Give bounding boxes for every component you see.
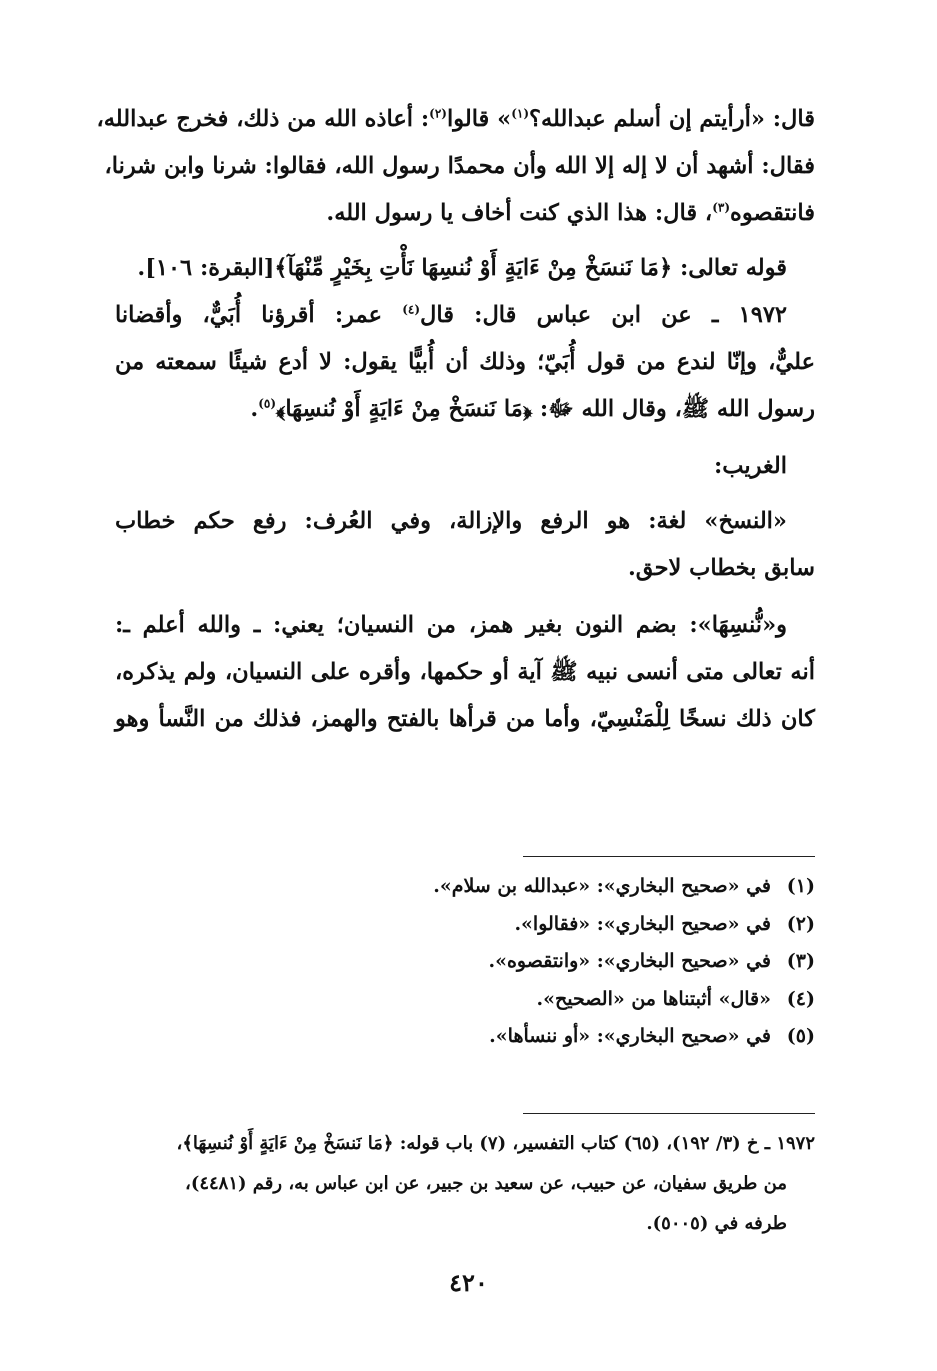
footnote-ref-3: (٣) bbox=[712, 200, 731, 215]
footnote-text: في «صحيح البخاري»: «أو ننسأها». bbox=[489, 1025, 771, 1047]
verse-reference: [البقرة: ١٠٦]. bbox=[137, 255, 275, 281]
text-segment: ، قال: هذا الذي كنت أخاف يا رسول الله. bbox=[326, 200, 713, 226]
paragraph-nunsiha-explanation bbox=[115, 602, 815, 743]
footnote-ref-5: (٥) bbox=[258, 396, 277, 411]
footnote-number: (١) bbox=[786, 875, 815, 897]
text-segment: رسول الله ﷺ، وقال الله ﷻ: bbox=[532, 396, 815, 422]
source-line: من طريق سفيان، عن حبيب، عن سعيد بن جبير، عن ابن عباس به، رقم (٤٤٨١)، bbox=[185, 1173, 787, 1194]
text-segment: عمر: أقرؤنا أُبَيٌّ، وأقضانا bbox=[115, 302, 403, 328]
footnote-item bbox=[115, 1018, 815, 1056]
text-line bbox=[115, 386, 815, 433]
paragraph-hadith-continuation bbox=[96, 96, 815, 237]
text-segment: قال: «أرأيتم إن أسلم عبدالله؟ bbox=[529, 106, 815, 132]
text-line bbox=[115, 292, 815, 339]
footnote-text: في «صحيح البخاري»: «وانتقصوه». bbox=[488, 950, 771, 972]
footnotes bbox=[115, 868, 815, 1056]
footnote-number: (٢) bbox=[786, 912, 815, 935]
text-line: سابق بخطاب لاحق. bbox=[627, 555, 815, 581]
text-segment: » قالوا bbox=[446, 106, 512, 132]
source-line: طرفه في (٥٠٠٥). bbox=[646, 1213, 787, 1234]
footnote-ref-1: (١) bbox=[511, 106, 530, 121]
footnote-text: في «صحيح البخاري»: «فقالوا». bbox=[514, 912, 771, 935]
footnote-item bbox=[115, 981, 815, 1019]
text-segment: ١٩٧٢ ـ خ (٣/ ١٩٢)، (٦٥) كتاب التفسير، (٧) باب قوله: bbox=[393, 1133, 815, 1154]
text-line: كان ذلك نسخًا لِلْمَنْسِيّ، وأما من قرأها بالفتح والهمز، فذلك من النَّسأ وهو bbox=[115, 706, 815, 732]
footnote-number: (٣) bbox=[786, 950, 815, 972]
page-number: ٤٢٠ bbox=[449, 1268, 488, 1297]
text-line bbox=[115, 190, 815, 237]
quran-verse: ﴿مَا نَنسَخْ مِنْ ءَايَةٍ أَوْ نُنسِهَا نَأْتِ بِخَيْرٍ مِّنْهَآ﴾ bbox=[274, 255, 673, 281]
text-line: «النسخ» لغة: هو الرفع والإزالة، وفي العُرف: رفع حكم خطاب bbox=[115, 508, 787, 534]
source-line bbox=[115, 1124, 815, 1164]
text-line: و«نُّنسِهَا»: بضم النون بغير همز، من النسيان؛ يعني: ـ والله أعلم ـ: bbox=[115, 612, 787, 638]
text-line: فقال: أشهد أن لا إله إلا الله وأن محمدًا رسول الله، فقالوا: شرنا وابن شرنا، bbox=[104, 153, 815, 179]
text-segment: قوله تعالى: bbox=[672, 255, 787, 281]
paragraph-verse-heading bbox=[115, 245, 815, 292]
quran-verse: ﴿مَا نَنسَخْ مِنْ ءَايَةٍ أَوْ نُنسِهَا﴾ bbox=[276, 396, 533, 422]
text-segment: ١٩٧٢ ـ عن ابن عباس قال: قال bbox=[420, 302, 788, 328]
footnote-item bbox=[115, 906, 815, 944]
text-segment: . bbox=[250, 396, 259, 422]
footnote-ref-2: (٢) bbox=[429, 106, 447, 121]
footnote-text: في «صحيح البخاري»: «عبدالله بن سلام». bbox=[433, 875, 771, 897]
paragraph-naskh-definition bbox=[115, 498, 815, 592]
section-heading: الغريب: bbox=[713, 453, 787, 479]
footnote-item bbox=[115, 943, 815, 981]
source-divider bbox=[523, 1113, 815, 1114]
text-line: عليٌّ، وإنّا لندع من قول أُبَيّ؛ وذلك أن أُبيًّا يقول: لا أدع شيئًا سمعته من bbox=[115, 349, 815, 375]
text-segment: ، bbox=[176, 1133, 183, 1154]
footnote-number: (٥) bbox=[786, 1025, 815, 1047]
footnote-number: (٤) bbox=[786, 987, 815, 1010]
footnote-divider bbox=[523, 856, 815, 857]
text-line: أنه تعالى متى أنسى نبيه ﷺ آية أو حكمها، وأقره على النسيان، ولم يذكره، bbox=[115, 659, 815, 685]
quran-verse: ﴿مَا نَنسَخْ مِنْ ءَايَةٍ أَوْ نُنسِهَا﴾ bbox=[182, 1133, 394, 1154]
footnote-item bbox=[115, 868, 815, 906]
text-line bbox=[96, 96, 815, 143]
main-text bbox=[96, 96, 815, 743]
footnote-ref-4: (٤) bbox=[402, 302, 421, 317]
footnote-text: «قال» أثبتناها من «الصحيح». bbox=[536, 987, 771, 1010]
text-segment: : أعاذه الله من ذلك، فخرج عبدالله، bbox=[96, 106, 430, 132]
hadith-source-note bbox=[115, 1124, 815, 1244]
paragraph-hadith-1972 bbox=[115, 292, 815, 433]
text-segment: فانتقصوه bbox=[730, 200, 815, 226]
